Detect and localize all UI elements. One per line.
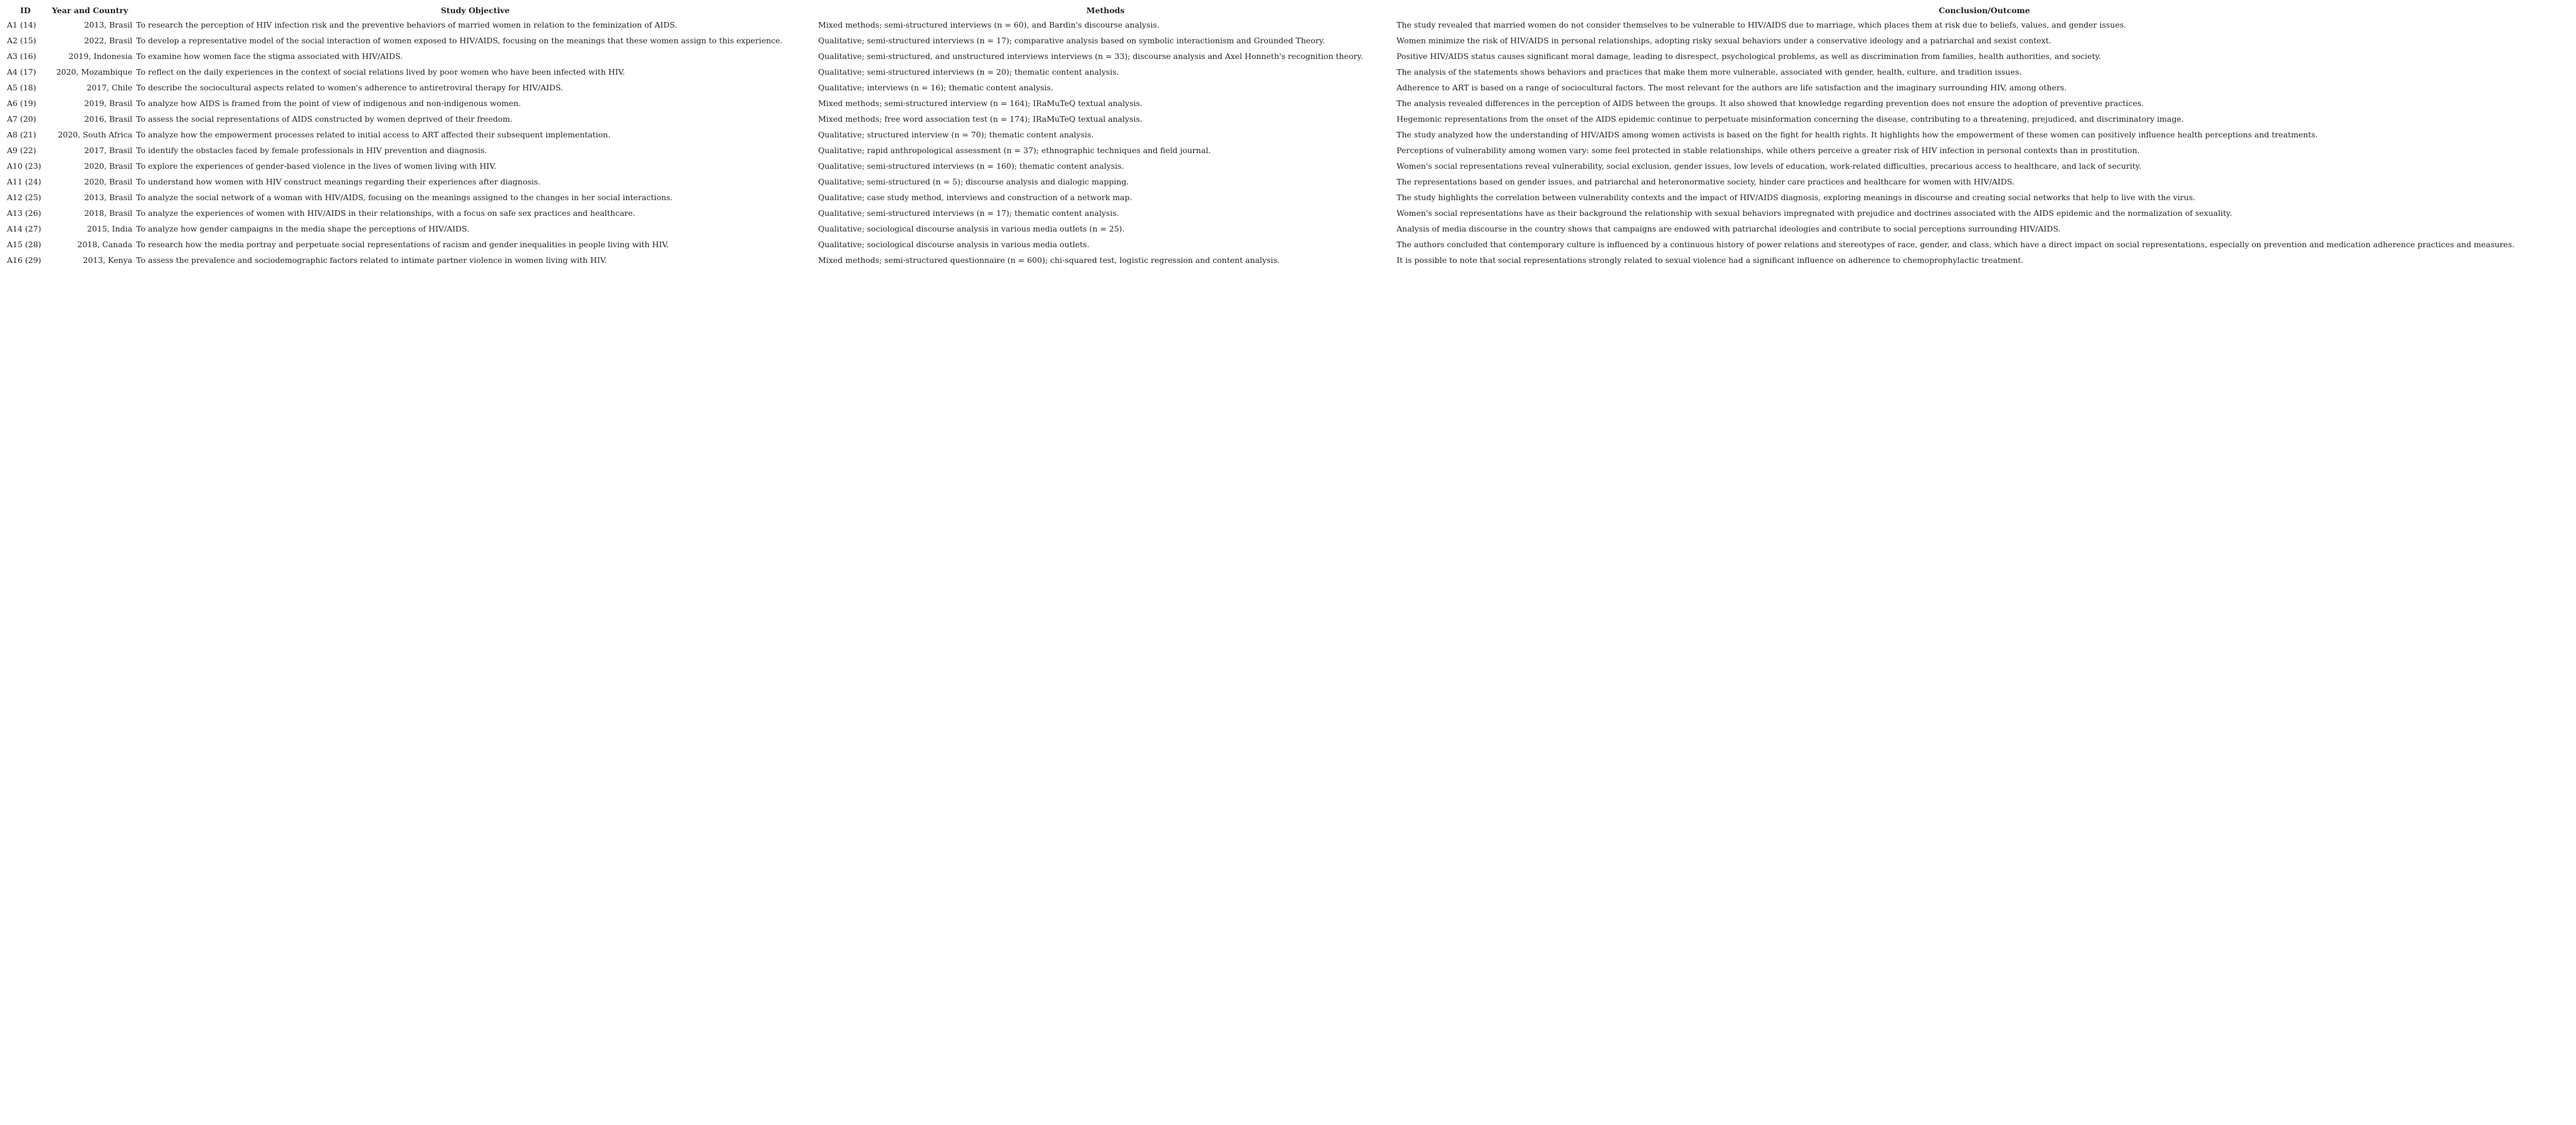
cell-study-objective: To develop a representative model of the social interaction of women exposed to HIV/AIDS, focusing on the meanings that these women assign to this experience. [136, 36, 783, 45]
cell-id: A1 (14) [7, 20, 36, 29]
cell-methods: Qualitative; semi-structured interviews (n = 160); thematic content analysis. [818, 161, 1124, 171]
cell-methods: Mixed methods; free word association test (n = 174); IRaMuTeQ textual analysis. [818, 114, 1142, 124]
cell-year-country: 2017, Brasil [84, 146, 132, 155]
cell-id: A13 (26) [7, 208, 41, 218]
cell-conclusion: Analysis of media discourse in the country shows that campaigns are endowed with patriarchal ideologies and contribute to social perceptions surrounding HIV/AIDS. [1397, 224, 2061, 233]
cell-conclusion: Perceptions of vulnerability among women vary: some feel protected in stable relationships, while others perceive a greater risk of HIV infection in personal contexts than in prostitution. [1397, 146, 2140, 155]
cell-conclusion: Positive HIV/AIDS status causes significant moral damage, leading to disrespect, psychological problems, as well as discrimination from families, health authorities, and society. [1397, 51, 2101, 61]
cell-study-objective: To research how the media portray and perpetuate social representations of racism and gender inequalities in people living with HIV. [136, 240, 669, 249]
cell-methods: Qualitative; semi-structured interviews (n = 17); comparative analysis based on symbolic interactionism and Grounded Theory. [818, 36, 1325, 45]
review-table [5, 5, 2574, 268]
cell-conclusion: The analysis of the statements shows behaviors and practices that make them more vulnerable, associated with gender, health, culture, and tradition issues. [1397, 67, 2022, 77]
cell-study-objective: To analyze how the empowerment processes related to initial access to ART affected their subsequent implementation. [136, 130, 611, 139]
cell-id: A3 (16) [7, 51, 36, 61]
cell-id: A4 (17) [7, 67, 36, 77]
cell-id: A11 (24) [7, 177, 41, 186]
cell-year-country: 2020, Mozambique [56, 67, 132, 77]
cell-conclusion: Adherence to ART is based on a range of sociocultural factors. The most relevant for the authors are life satisfaction and the imaginary surrounding HIV, among others. [1397, 83, 2067, 92]
cell-year-country: 2022, Brasil [84, 36, 132, 45]
cell-methods: Mixed methods; semi-structured interviews (n = 60), and Bardin's discourse analysis. [818, 20, 1160, 29]
table-body [5, 17, 2574, 268]
cell-year-country: 2013, Kenya [83, 255, 132, 265]
cell-study-objective: To understand how women with HIV construct meanings regarding their experiences after diagnosis. [136, 177, 541, 186]
cell-conclusion: The study revealed that married women do not consider themselves to be vulnerable to HIV/AIDS due to marriage, which places them at risk due to beliefs, values, and gender issues. [1397, 20, 2127, 29]
table-row [5, 237, 2574, 252]
header-id: ID [20, 6, 31, 15]
cell-study-objective: To reflect on the daily experiences in the context of social relations lived by poor women who have been infected with HIV. [136, 67, 625, 77]
cell-study-objective: To assess the social representations of AIDS constructed by women deprived of their freedom. [136, 114, 513, 124]
cell-conclusion: The study analyzed how the understanding of HIV/AIDS among women activists is based on the fight for health rights. It highlights how the empowerment of these women can positively influence health perceptions and treatments. [1397, 130, 2318, 139]
header-conclusion: Conclusion/Outcome [1939, 6, 2030, 15]
cell-year-country: 2019, Brasil [84, 99, 132, 108]
cell-study-objective: To identify the obstacles faced by female professionals in HIV prevention and diagnosis. [136, 146, 487, 155]
cell-methods: Mixed methods; semi-structured interview (n = 164); IRaMuTeQ textual analysis. [818, 99, 1142, 108]
table-row [5, 48, 2574, 64]
cell-id: A12 (25) [7, 193, 41, 202]
table-row [5, 252, 2574, 268]
cell-study-objective: To analyze how gender campaigns in the media shape the perceptions of HIV/AIDS. [136, 224, 469, 233]
cell-year-country: 2013, Brasil [84, 20, 132, 29]
header-methods: Methods [1086, 6, 1125, 15]
cell-conclusion: The authors concluded that contemporary culture is influenced by a continuous history of power relations and stereotypes of race, gender, and class, which have a direct impact on social representations, especially on prevention and medication adherence practices and measures. [1397, 240, 2515, 249]
table-row [5, 127, 2574, 142]
cell-year-country: 2019, Indonesia [68, 51, 132, 61]
cell-year-country: 2018, Brasil [84, 208, 132, 218]
header-study-objective: Study Objective [440, 6, 510, 15]
table-row [5, 158, 2574, 174]
cell-study-objective: To assess the prevalence and sociodemographic factors related to intimate partner violence in women living with HIV. [136, 255, 607, 265]
cell-id: A5 (18) [7, 83, 36, 92]
cell-id: A10 (23) [7, 161, 41, 171]
cell-study-objective: To analyze how AIDS is framed from the point of view of indigenous and non-indigenous women. [136, 99, 521, 108]
cell-year-country: 2017, Chile [87, 83, 132, 92]
cell-methods: Mixed methods; semi-structured questionnaire (n = 600); chi-squared test, logistic regression and content analysis. [818, 255, 1280, 265]
cell-year-country: 2020, South Africa [58, 130, 132, 139]
cell-id: A9 (22) [7, 146, 36, 155]
header-row [5, 5, 2574, 17]
cell-methods: Qualitative; sociological discourse analysis in various media outlets. [818, 240, 1090, 249]
cell-conclusion: Women's social representations have as their background the relationship with sexual behaviors impregnated with prejudice and doctrines associated with the AIDS epidemic and the normalization of sexuality. [1397, 208, 2232, 218]
table-row [5, 189, 2574, 205]
cell-year-country: 2018, Canada [77, 240, 132, 249]
cell-methods: Qualitative; semi-structured (n = 5); discourse analysis and dialogic mapping. [818, 177, 1129, 186]
cell-study-objective: To explore the experiences of gender-based violence in the lives of women living with HIV. [136, 161, 496, 171]
cell-conclusion: The study highlights the correlation between vulnerability contexts and the impact of HIV/AIDS diagnosis, exploring meanings in discourse and creating social networks that help to live with the virus. [1397, 193, 2196, 202]
cell-methods: Qualitative; case study method, interviews and construction of a network map. [818, 193, 1132, 202]
cell-id: A2 (15) [7, 36, 36, 45]
cell-id: A6 (19) [7, 99, 36, 108]
cell-methods: Qualitative; interviews (n = 16); thematic content analysis. [818, 83, 1053, 92]
cell-study-objective: To research the perception of HIV infection risk and the preventive behaviors of married women in relation to the feminization of AIDS. [136, 20, 678, 29]
cell-id: A8 (21) [7, 130, 36, 139]
cell-id: A15 (28) [7, 240, 41, 249]
cell-conclusion: The analysis revealed differences in the perception of AIDS between the groups. It also showed that knowledge regarding prevention does not ensure the adoption of preventive practices. [1397, 99, 2144, 108]
cell-year-country: 2016, Brasil [84, 114, 132, 124]
cell-methods: Qualitative; sociological discourse analysis in various media outlets (n = 25). [818, 224, 1125, 233]
cell-conclusion: Women's social representations reveal vulnerability, social exclusion, gender issues, low levels of education, work-related difficulties, precarious access to healthcare, and lack of security. [1397, 161, 2142, 171]
cell-year-country: 2013, Brasil [84, 193, 132, 202]
cell-id: A7 (20) [7, 114, 36, 124]
table-row [5, 33, 2574, 48]
cell-year-country: 2020, Brasil [84, 177, 132, 186]
table-row [5, 17, 2574, 33]
table-row [5, 205, 2574, 221]
cell-year-country: 2020, Brasil [84, 161, 132, 171]
cell-id: A16 (29) [7, 255, 41, 265]
table-row [5, 221, 2574, 237]
table-row [5, 80, 2574, 95]
cell-study-objective: To analyze the experiences of women with HIV/AIDS in their relationships, with a focus on safe sex practices and healthcare. [136, 208, 636, 218]
cell-conclusion: The representations based on gender issues, and patriarchal and heteronormative society, hinder care practices and healthcare for women with HIV/AIDS. [1397, 177, 2014, 186]
cell-methods: Qualitative; semi-structured interviews (n = 20); thematic content analysis. [818, 67, 1119, 77]
cell-methods: Qualitative; structured interview (n = 70); thematic content analysis. [818, 130, 1094, 139]
cell-id: A14 (27) [7, 224, 41, 233]
cell-study-objective: To describe the sociocultural aspects related to women's adherence to antiretroviral therapy for HIV/AIDS. [136, 83, 563, 92]
cell-methods: Qualitative; rapid anthropological assessment (n = 37); ethnographic techniques and field journal. [818, 146, 1211, 155]
cell-conclusion: Hegemonic representations from the onset of the AIDS epidemic continue to perpetuate misinformation concerning the disease, contributing to a threatening, prejudiced, and discriminatory image. [1397, 114, 2184, 124]
table-row [5, 64, 2574, 80]
table-row [5, 95, 2574, 111]
table-row [5, 142, 2574, 158]
cell-methods: Qualitative; semi-structured interviews (n = 17); thematic content analysis. [818, 208, 1119, 218]
header-year-country: Year and Country [51, 6, 129, 15]
table-row [5, 111, 2574, 127]
table-row [5, 174, 2574, 189]
cell-study-objective: To examine how women face the stigma associated with HIV/AIDS. [136, 51, 403, 61]
cell-year-country: 2015, India [87, 224, 132, 233]
cell-conclusion: Women minimize the risk of HIV/AIDS in personal relationships, adopting risky sexual behaviors under a conservative ideology and a patriarchal and sexist context. [1397, 36, 2052, 45]
cell-study-objective: To analyze the social network of a woman with HIV/AIDS, focusing on the meanings assigned to the changes in her social interactions. [136, 193, 673, 202]
cell-conclusion: It is possible to note that social representations strongly related to sexual violence had a significant influence on adherence to chemoprophylactic treatment. [1397, 255, 2024, 265]
cell-methods: Qualitative; semi-structured, and unstructured interviews interviews (n = 33); discourse analysis and Axel Honneth's recognition theory. [818, 51, 1363, 61]
table-header [5, 5, 2574, 17]
